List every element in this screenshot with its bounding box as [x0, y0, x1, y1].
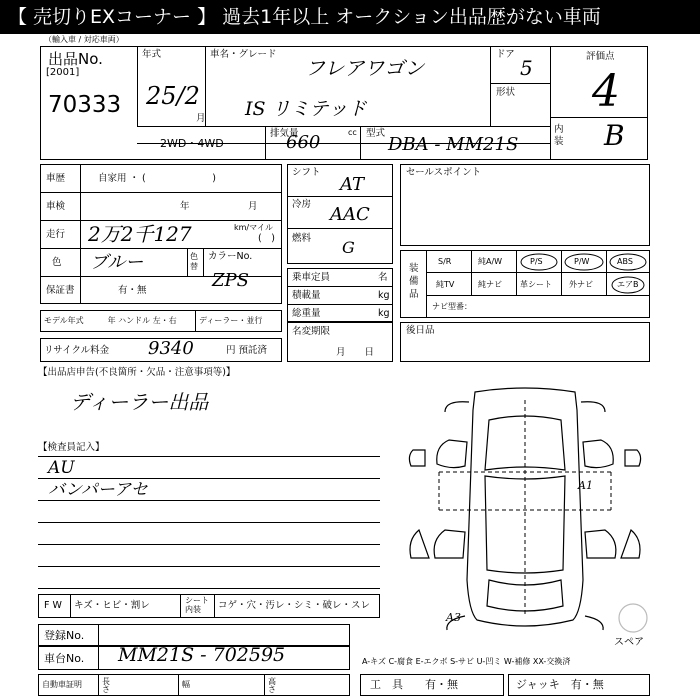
equip-leather: 革シート: [520, 280, 552, 289]
deadline-value: 月 日: [336, 347, 375, 358]
mileage-paren: ( ): [258, 233, 275, 244]
fw-items2: コゲ・穴・汚レ・シミ・破レ・スレ: [218, 600, 371, 611]
registration-row: [38, 624, 350, 646]
car-name: フレアワゴン: [305, 56, 425, 80]
mileage-value: 2万2千127: [88, 222, 192, 246]
origin-text: ディーラー出品: [70, 390, 209, 414]
warranty-label: 保証書: [46, 285, 75, 296]
damage-mark-a1: A1: [578, 479, 593, 492]
inspection-label: 車検: [46, 201, 66, 212]
registration-label: 登録No.: [44, 629, 85, 642]
score-value: 4: [592, 66, 620, 117]
capacity-label: 乗車定員: [292, 272, 331, 283]
load-label: 積載量: [292, 290, 321, 301]
mileage-label: 走行: [46, 229, 66, 240]
warranty-options: 有・無: [118, 285, 147, 296]
recycle-value: 9340: [148, 338, 194, 359]
doors-value: 5: [520, 56, 533, 80]
notes-box: [400, 322, 650, 362]
inspector-line2: バンパーアセ: [48, 480, 148, 500]
equip-ext-navi: 外ナビ: [569, 280, 593, 289]
fw-label: F W: [44, 600, 62, 611]
bottom-cert-row: [38, 674, 350, 696]
equip-abs: ABS: [617, 257, 633, 266]
lot-year-tag: [2001]: [46, 67, 80, 78]
color-code-label: カラーNo.: [208, 251, 253, 262]
inspector-line1: AU: [48, 458, 75, 478]
lot-label: 出品No.: [48, 50, 103, 68]
ac-value: AAC: [330, 204, 370, 225]
equip-ps: P/S: [530, 257, 543, 266]
top-note: （輸入車 / 対応車両）: [44, 35, 124, 44]
equip-alloy: 純A/W: [478, 257, 503, 266]
car-diagram: [405, 380, 655, 640]
equipment-label: 装備品: [409, 263, 419, 300]
shape-label: 形状: [496, 87, 516, 98]
interior-label: 内装: [554, 124, 564, 147]
weight-unit: kg: [378, 308, 390, 319]
height-label: 高さ: [268, 677, 276, 694]
drive-text: 2WD・4WD: [160, 137, 224, 150]
score-label: 評価点: [586, 51, 615, 62]
width-label: 幅: [182, 680, 190, 689]
displacement-value: 660: [286, 132, 321, 153]
header-title: 【 売切りEXコーナー 】 過去1年以上 オークション出品歴がない車両: [0, 0, 700, 34]
fuel-value: G: [342, 238, 355, 257]
dealer-text: ディーラー・並行: [199, 316, 263, 325]
inspector-label: 【検査員記入】: [38, 442, 105, 453]
color-value: ブルー: [90, 252, 144, 273]
damage-mark-a3: A3: [446, 611, 461, 624]
recycle-unit: 円 預託済: [226, 345, 268, 356]
displacement-unit: cc: [348, 128, 357, 137]
shift-label: シフト: [292, 167, 321, 178]
equip-pw: P/W: [574, 257, 590, 266]
capacity-unit: 名: [378, 272, 388, 283]
inspection-month: 月: [248, 201, 258, 212]
equip-airbag: エアB: [617, 280, 639, 289]
color-code: ZPS: [212, 270, 249, 291]
spare-label: スペア: [614, 637, 644, 648]
model-value: DBA - MM21S: [388, 134, 519, 155]
history-options: 自家用 ・ ( ): [98, 173, 216, 184]
navi-model-label: ナビ型番：: [432, 302, 472, 311]
equip-navi: 純ナビ: [478, 280, 502, 289]
doors-label: ドア: [496, 49, 515, 60]
jack-text: ジャッキ 有・無: [516, 678, 604, 691]
deadline-label: 名変期限: [292, 326, 331, 337]
recycle-label: リサイクル料金: [44, 345, 110, 356]
length-label: 長さ: [102, 677, 110, 694]
seat-label: シート内装: [185, 596, 209, 614]
fuel-label: 燃料: [292, 233, 312, 244]
shift-value: AT: [340, 174, 365, 195]
fw-items1: キズ・ヒビ・割レ: [74, 600, 150, 611]
model-year-text: モデル年式 年 ハンドル 左・右: [44, 316, 177, 325]
displacement-label: 排気量: [270, 128, 299, 139]
year-label: 年式: [142, 49, 162, 60]
ac-label: 冷房: [292, 199, 312, 210]
sales-point-label: セールスポイント: [406, 167, 482, 178]
equip-sr: S/R: [438, 257, 452, 266]
damage-legend: A-キズ C-腐食 E-エクボ S-サビ U-凹ミ W-補修 XX-交換済: [362, 657, 571, 666]
interior-value: B: [604, 119, 625, 152]
load-unit: kg: [378, 290, 390, 301]
year-value: 25/2: [146, 82, 200, 110]
cert-label: 自動車証明: [42, 680, 82, 689]
car-grade: IS リミテッド: [245, 98, 367, 120]
model-label: 型式: [366, 128, 386, 139]
tools-text: 工 具 有・無: [370, 678, 458, 691]
chassis-label: 車台No.: [44, 652, 85, 665]
color-label: 色: [52, 257, 62, 268]
mileage-unit: km/マイル: [234, 223, 273, 232]
origin-label: 【出品店申告(不良箇所・欠品・注意事項等)】: [38, 367, 236, 378]
color-repaint-label: 色替: [190, 252, 198, 271]
lot-number: 70333: [48, 92, 122, 118]
notes-label: 後日品: [406, 325, 435, 336]
history-label: 車歴: [46, 173, 66, 184]
weight-label: 総重量: [292, 308, 321, 319]
inspection-year: 年: [180, 201, 190, 212]
equipment-circles: [400, 250, 650, 318]
equip-tv: 純TV: [436, 280, 455, 289]
car-label: 車名・グレード: [210, 49, 277, 60]
year-unit: 月: [196, 113, 206, 124]
chassis-value: MM21S - 702595: [118, 644, 286, 666]
